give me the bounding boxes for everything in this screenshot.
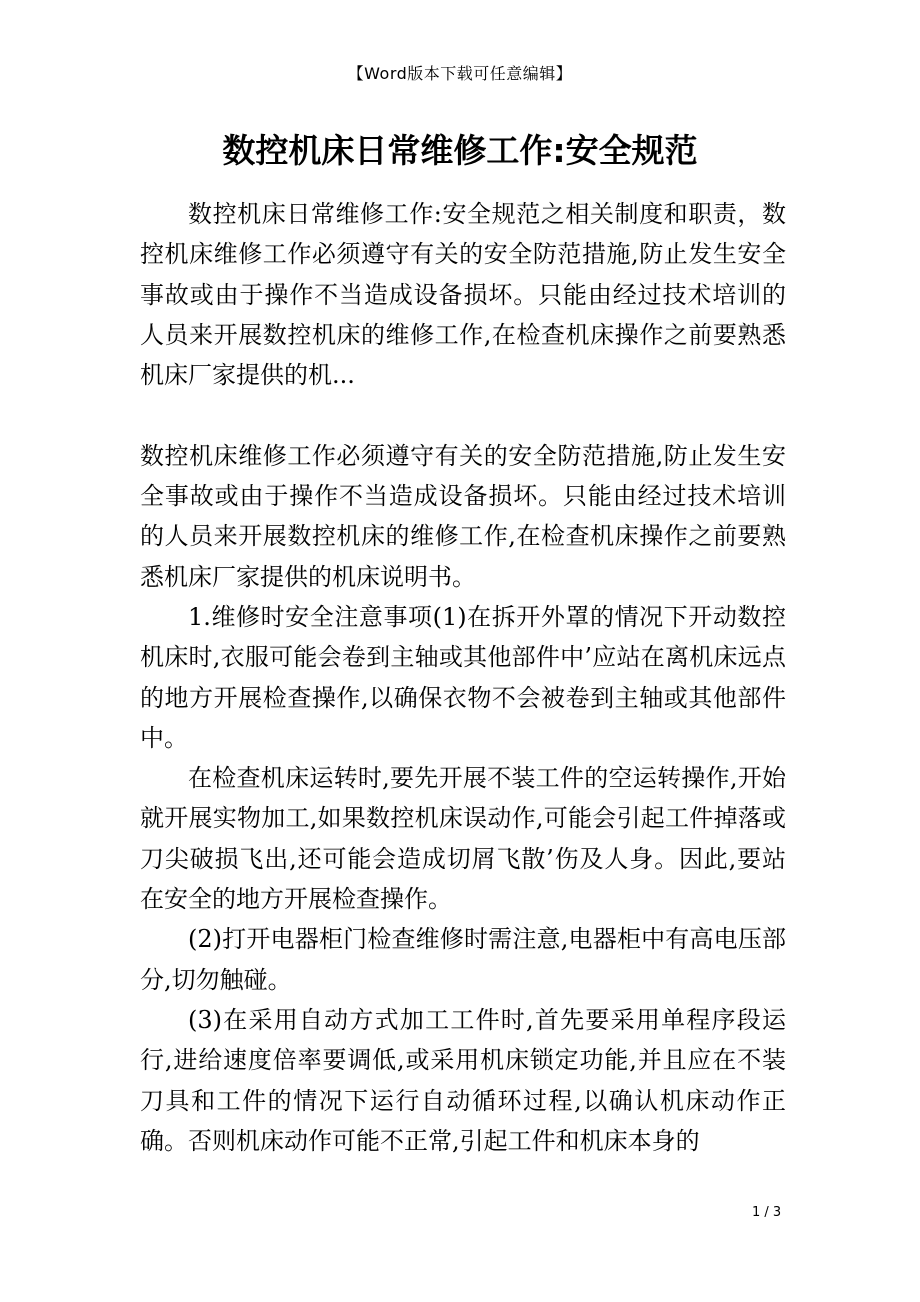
body-paragraph-4: (2)打开电器柜门检查维修时需注意,电器柜中有高电压部分,切勿触碰。: [140, 925, 786, 994]
header-note: 【Word版本下载可任意编辑】: [347, 64, 573, 83]
body-paragraph-5: (3)在采用自动方式加工工件时,首先要采用单程序段运行,进给速度倍率要调低,或采用机床锁定功能,并且应在不装刀具和工件的情况下运行自动循环过程,以确认机床动作正确。否则机床动作可能不正常,引起工件和机床本身的: [140, 1005, 786, 1155]
page-number: 1 / 3: [752, 1205, 782, 1220]
body-paragraph-1: 数控机床维修工作必须遵守有关的安全防范措施,防止发生安全事故或由于操作不当造成设备损坏。只能由经过技术培训的人员来开展数控机床的维修工作,在检查机床操作之前要熟悉机床厂家提供的机床说明书。: [140, 441, 786, 591]
paragraph-gap: [140, 395, 786, 435]
document-body: [140, 194, 786, 1161]
document-title: 数控机床日常维修工作:安全规范: [222, 131, 698, 170]
body-paragraph-3: 在检查机床运转时,要先开展不装工件的空运转操作,开始就开展实物加工,如果数控机床误动作,可能会引起工件掉落或刀尖破损飞出,还可能会造成切屑飞散’伤及人身。因此,要站在安全的地方开展检查操作。: [140, 764, 786, 914]
summary-paragraph: 数控机床日常维修工作:安全规范之相关制度和职责，数控机床维修工作必须遵守有关的安全防范措施,防止发生安全事故或由于操作不当造成设备损坏。只能由经过技术培训的人员来开展数控机床的维修工作,在检查机床操作之前要熟悉机床厂家提供的机...: [140, 200, 786, 390]
body-paragraph-2: 1.维修时安全注意事项(1)在拆开外罩的情况下开动数控机床时,衣服可能会卷到主轴或其他部件中’应站在离机床远点的地方开展检查操作,以确保衣物不会被卷到主轴或其他部件中。: [140, 602, 786, 752]
